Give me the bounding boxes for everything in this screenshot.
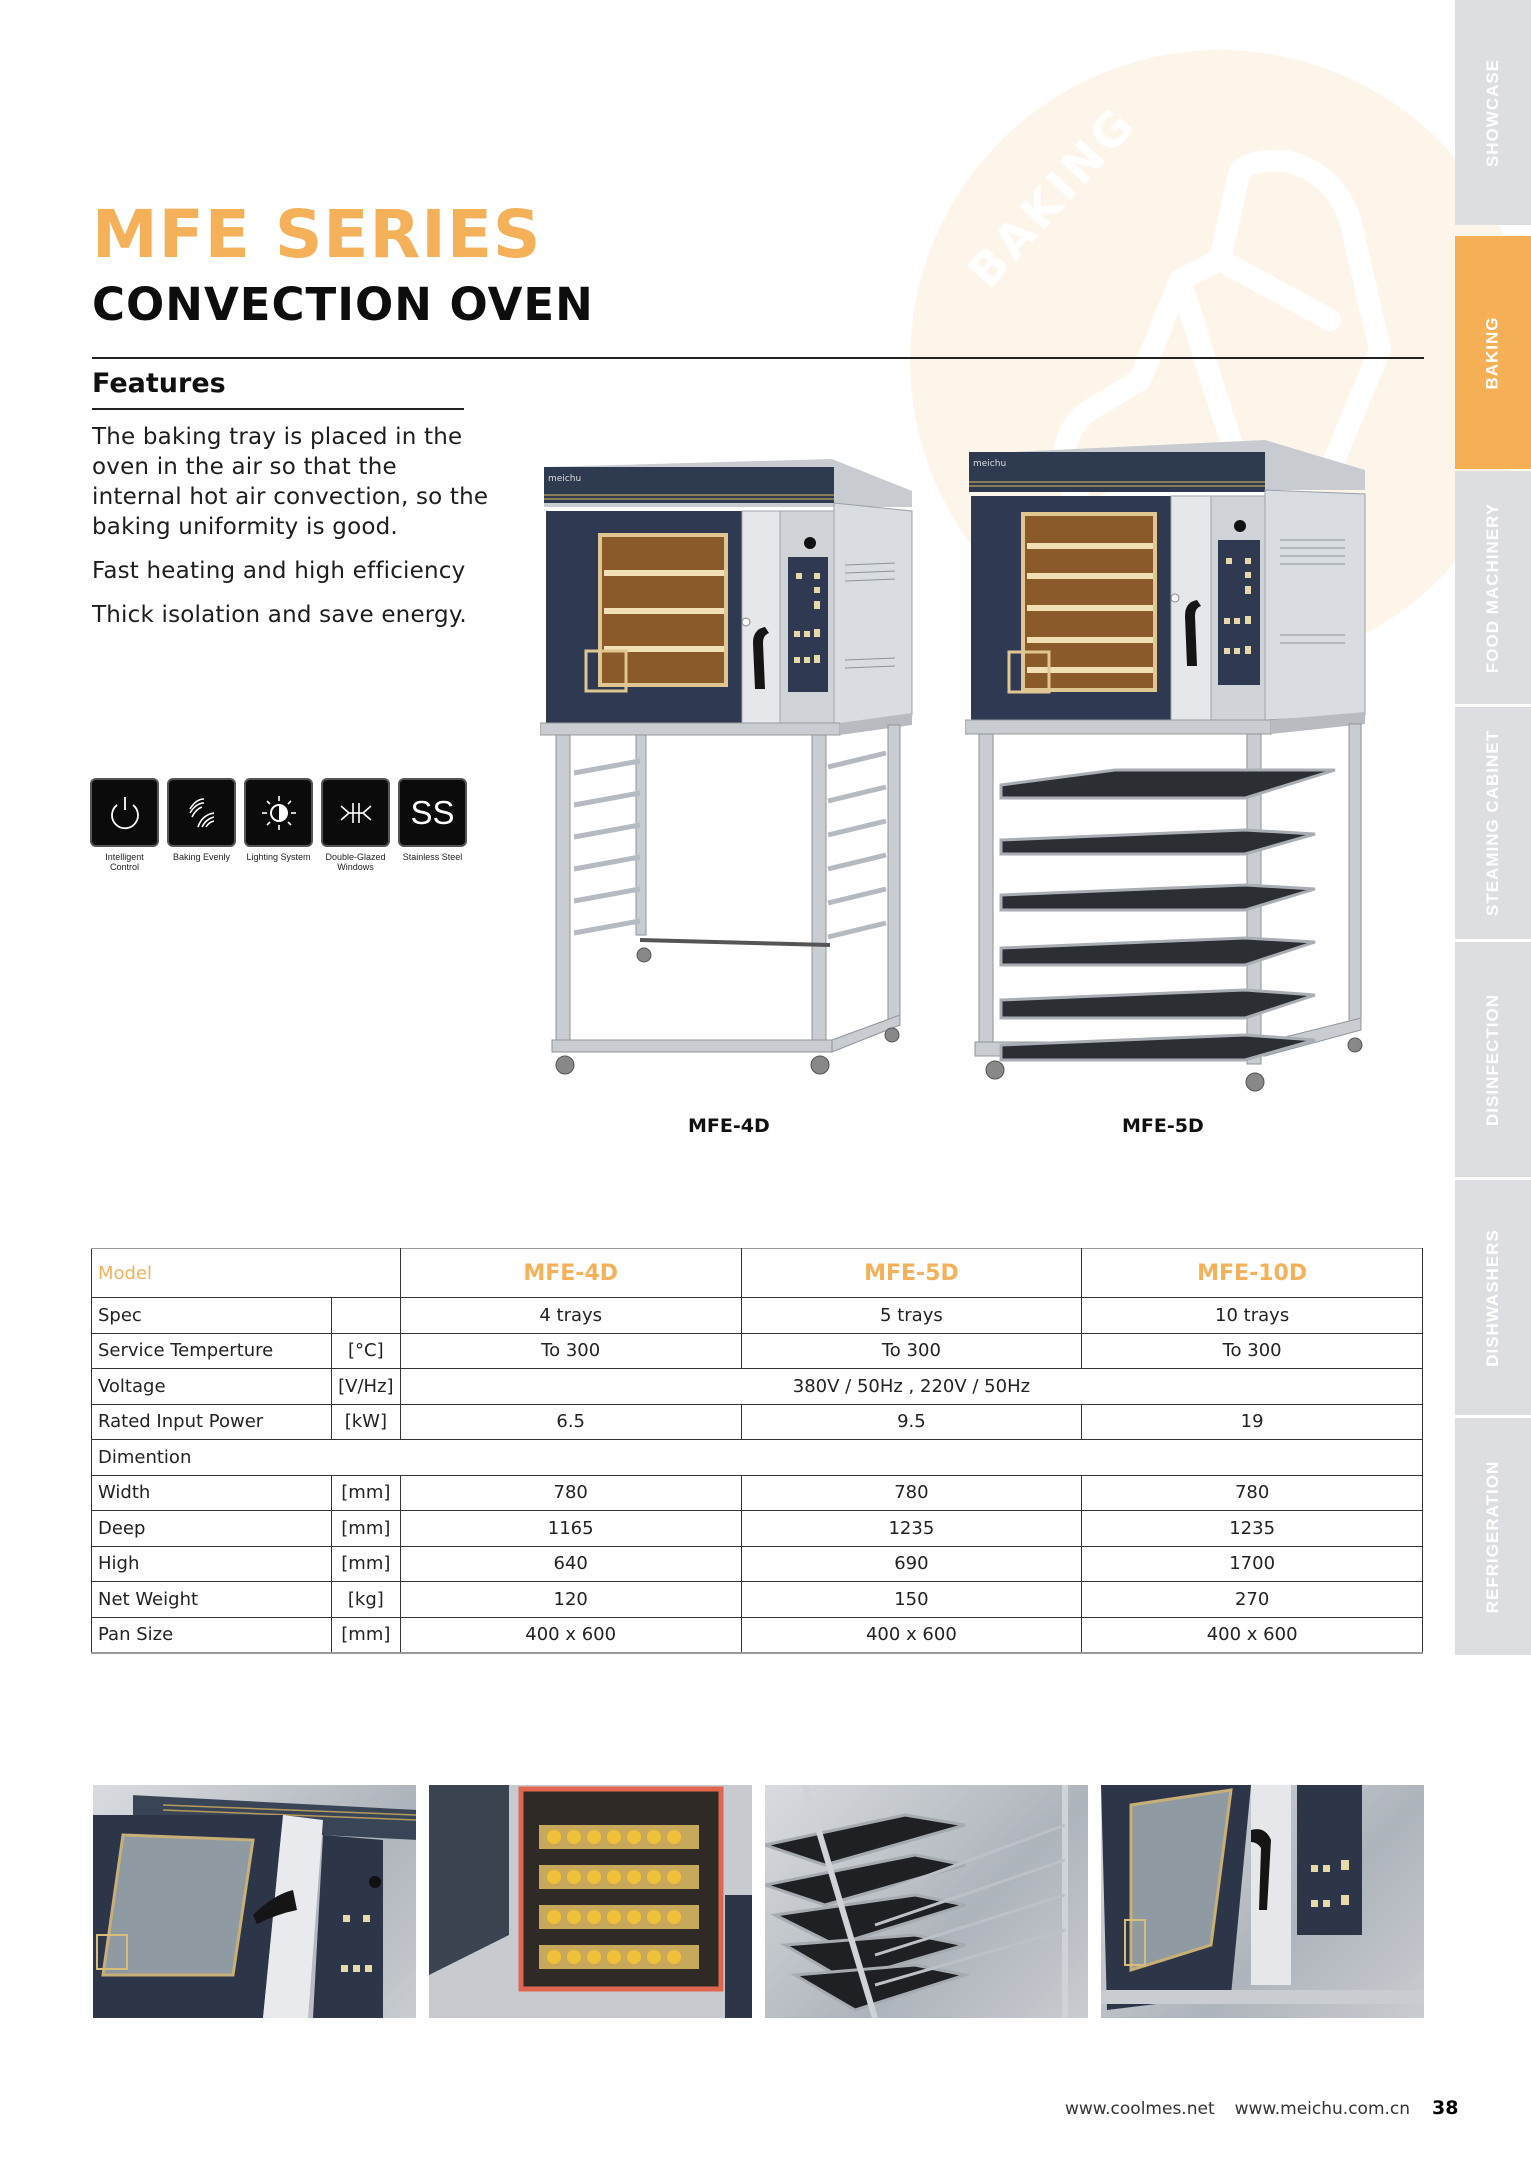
- footer-url-coolmes[interactable]: www.coolmes.net: [1065, 2099, 1215, 2119]
- feature-item: The baking tray is placed in the oven in the air so that the internal hot air convection, so the baking uniformity is good.: [92, 424, 489, 540]
- model-header: MFE-5D: [741, 1249, 1082, 1298]
- detail-gallery: [93, 1785, 1424, 2018]
- table-row: Net Weight [kg] 120 150 270: [92, 1582, 1423, 1618]
- page-number: 38: [1432, 2097, 1459, 2119]
- features-divider: [92, 408, 464, 410]
- title-divider: [92, 357, 1424, 359]
- table-row: High [mm] 640 690 1700: [92, 1546, 1423, 1582]
- table-header-row: [92, 1249, 1423, 1298]
- model-header: MFE-10D: [1082, 1249, 1423, 1298]
- table-row: Pan Size [mm] 400 x 600 400 x 600 400 x 600: [92, 1617, 1423, 1653]
- model-header: MFE-4D: [400, 1249, 741, 1298]
- heat-waves-icon: [167, 778, 236, 847]
- svg-text:meichu: meichu: [973, 459, 1007, 469]
- table-row: Spec 4 trays 5 trays 10 trays: [92, 1298, 1423, 1334]
- product-type-title: CONVECTION OVEN: [92, 278, 594, 331]
- tab-steaming-cabinet[interactable]: STEAMING CABINET: [1455, 707, 1531, 939]
- gallery-open-oven-egg-tarts: [429, 1785, 752, 2018]
- feature-stainless-steel: SS Stainless Steel: [398, 778, 467, 872]
- feature-intelligent-control: Intelligent Control: [90, 778, 159, 872]
- table-section-row: Dimention: [92, 1440, 1423, 1476]
- footer-url-meichu[interactable]: www.meichu.com.cn: [1234, 2099, 1411, 2119]
- double-glazed-icon: [321, 778, 390, 847]
- product-image-mfe-5d: [965, 430, 1370, 1100]
- feature-lighting-system: Lighting System: [244, 778, 313, 872]
- features-list: [92, 422, 492, 644]
- table-row: Voltage [V/Hz] 380V / 50Hz , 220V / 50Hz: [92, 1369, 1423, 1405]
- feature-item: Thick isolation and save energy.: [92, 602, 467, 628]
- tab-refrigeration[interactable]: REFRIGERATION: [1455, 1418, 1531, 1655]
- feature-baking-evenly: Baking Evenly: [167, 778, 236, 872]
- watermark-text: BAKING: [956, 95, 1147, 299]
- svg-text:meichu: meichu: [548, 474, 582, 484]
- light-icon: [244, 778, 313, 847]
- model-label: Model: [92, 1249, 401, 1298]
- ss-icon: SS: [398, 778, 467, 847]
- feature-icons: [90, 778, 467, 872]
- product-image-mfe-4d: [540, 455, 920, 1080]
- series-title: MFE SERIES: [92, 196, 542, 273]
- product-caption-mfe-4d: MFE-4D: [688, 1115, 770, 1137]
- table-row: Deep [mm] 1165 1235 1235: [92, 1511, 1423, 1547]
- table-row: Width [mm] 780 780 780: [92, 1475, 1423, 1511]
- product-caption-mfe-5d: MFE-5D: [1122, 1115, 1204, 1137]
- tab-food-machinery[interactable]: FOOD MACHINERY: [1455, 471, 1531, 704]
- gallery-tray-rack: [765, 1785, 1088, 2018]
- power-icon: [90, 778, 159, 847]
- tab-baking[interactable]: BAKING: [1455, 236, 1531, 469]
- footer: [1065, 2097, 1459, 2119]
- tab-disinfection[interactable]: DISINFECTION: [1455, 942, 1531, 1177]
- tab-showcase[interactable]: SHOWCASE: [1455, 0, 1531, 225]
- spec-table: [91, 1248, 1423, 1654]
- gallery-door-handle: [1101, 1785, 1424, 2018]
- features-heading: Features: [92, 368, 226, 399]
- tab-dishwashers[interactable]: DISHWASHERS: [1455, 1180, 1531, 1415]
- category-tabs: [1455, 0, 1531, 1655]
- feature-item: Fast heating and high efficiency: [92, 558, 466, 584]
- feature-double-glazed: Double-Glazed Windows: [321, 778, 390, 872]
- table-row: Service Temperture [°C] To 300 To 300 To 300: [92, 1333, 1423, 1369]
- gallery-door-control-panel: [93, 1785, 416, 2018]
- table-row: Rated Input Power [kW] 6.5 9.5 19: [92, 1404, 1423, 1440]
